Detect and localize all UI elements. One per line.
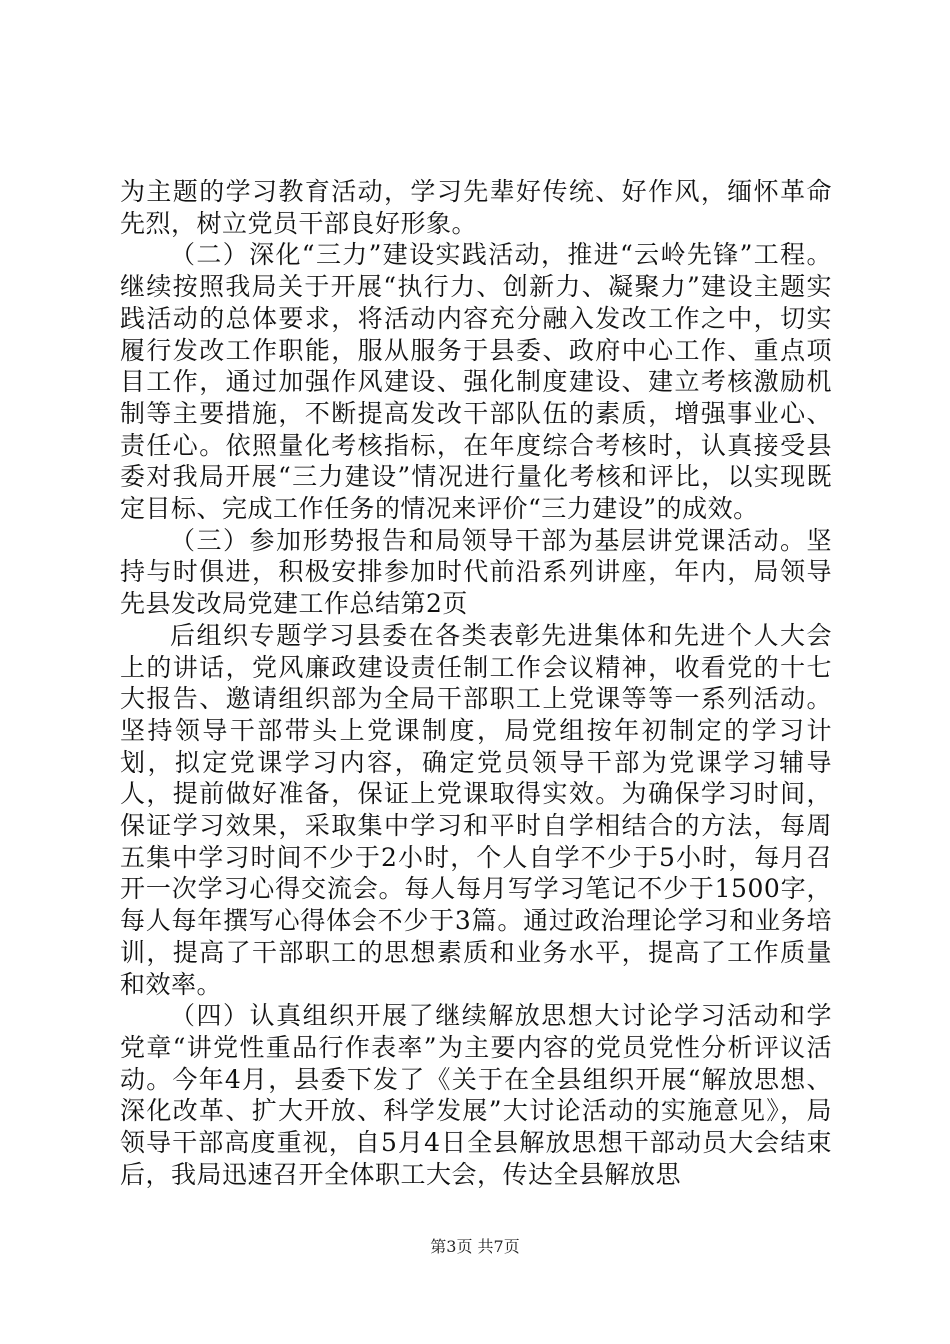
body-text: [120, 176, 832, 1191]
paragraph-4: 后组织专题学习县委在各类表彰先进集体和先进个人大会上的讲话，党风廉政建设责任制工作会议精神，收看党的十七大报告、邀请组织部为全局干部职工上党课等等一系列活动。坚持领导干部带头上党课制度，局党组按年初制定的学习计划，拟定党课学习内容，确定党员领导干部为党课学习辅导人，提前做好准备，保证上党课取得实效。为确保学习时间，保证学习效果，采取集中学习和平时自学相结合的方法，每周五集中学习时间不少于2小时，个人自学不少于5小时，每月召开一次学习心得交流会。每人每月写学习笔记不少于1500字，每人每年撰写心得体会不少于3篇。通过政治理论学习和业务培训，提高了干部职工的思想素质和业务水平，提高了工作质量和效率。: [120, 620, 832, 999]
paragraph-2: （二）深化“三力”建设实践活动，推进“云岭先锋”工程。继续按照我局关于开展“执行力、创新力、凝聚力”建设主题实践活动的总体要求，将活动内容充分融入发改工作之中，切实履行发改工作职能，服从服务于县委、政府中心工作、重点项目工作，通过加强作风建设、强化制度建设、建立考核激励机制等主要措施，不断提高发改干部队伍的素质，增强事业心、责任心。依照量化考核指标，在年度综合考核时，认真接受县委对我局开展“三力建设”情况进行量化考核和评比，以实现既定目标、完成工作任务的情况来评价“三力建设”的成效。: [120, 240, 832, 524]
paragraph-5: （四）认真组织开展了继续解放思想大讨论学习活动和学党章“讲党性重品行作表率”为主要内容的党员党性分析评议活动。今年4月，县委下发了《关于在全县组织开展“解放思想、深化改革、扩大开放、科学发展”大讨论活动的实施意见》，局领导干部高度重视，自5月4日全县解放思想干部动员大会结束后，我局迅速召开全体职工大会，传达全县解放思: [120, 1001, 832, 1189]
page-footer: 第3页 共7页: [430, 1237, 520, 1256]
paragraph-1: 为主题的学习教育活动，学习先辈好传统、好作风，缅怀革命先烈，树立党员干部良好形象。: [120, 177, 832, 238]
paragraph-3: （三）参加形势报告和局领导干部为基层讲党课活动。坚持与时俱进，积极安排参加时代前沿系列讲座，年内，局领导先县发改局党建工作总结第2页: [120, 525, 832, 619]
